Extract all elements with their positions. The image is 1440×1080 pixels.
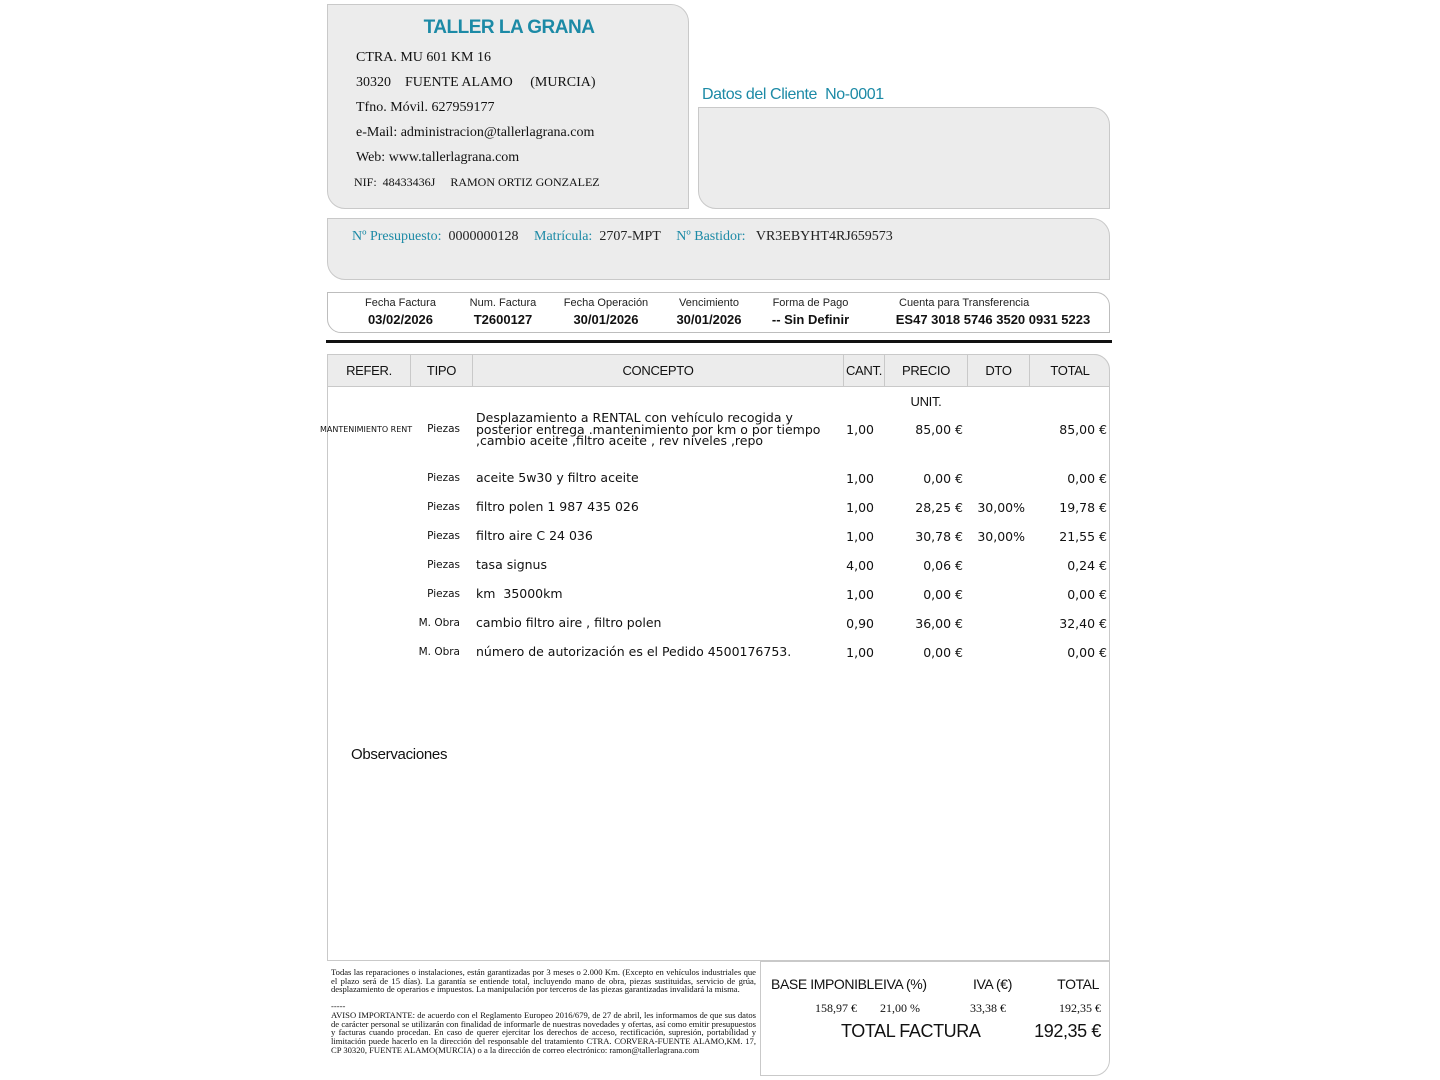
row-cant: 1,00 — [846, 587, 874, 602]
row-concepto: Desplazamiento a RENTAL con vehículo recogida y posterior entrega .mantenimiento por km o por tiempo ,cambio aceite ,filtro aceite , rev niveles ,repo — [476, 410, 821, 448]
company-email: e-Mail: administracion@tallerlagrana.com — [356, 125, 595, 140]
num-factura-value: T2600127 — [473, 312, 533, 327]
row-cant: 1,00 — [846, 471, 874, 486]
row-cant: 0,90 — [846, 616, 874, 631]
row-tipo: Piezas — [427, 559, 460, 571]
company-city-line — [356, 75, 596, 91]
header-precio: PRECIO UNIT. — [885, 355, 968, 386]
matricula-value: 2707-MPT — [599, 229, 661, 244]
nif-label: NIF: — [354, 175, 377, 189]
row-concepto: cambio filtro aire , filtro polen — [476, 615, 662, 630]
row-concepto: número de autorización es el Pedido 4500176753. — [476, 644, 792, 659]
row-concepto: filtro polen 1 987 435 026 — [476, 499, 639, 514]
row-precio: 0,06 € — [923, 558, 963, 573]
forma-pago-label: Forma de Pago — [772, 297, 849, 309]
row-tipo: Piezas — [427, 472, 460, 484]
header-concepto: CONCEPTO — [473, 355, 844, 386]
vencimiento-col — [664, 297, 754, 327]
company-nif-line — [354, 175, 600, 190]
iva-eur-value: 33,38 € — [970, 1001, 1006, 1015]
row-total: 19,78 € — [1059, 500, 1107, 515]
total-value: 192,35 € — [1059, 1001, 1101, 1015]
totals-box — [760, 961, 1110, 1076]
nif-value: 48433436J — [382, 175, 436, 189]
row-precio: 85,00 € — [915, 422, 963, 437]
company-postal-code: 30320 — [356, 75, 391, 90]
row-concepto: km 35000km — [476, 586, 563, 601]
row-tipo: M. Obra — [418, 646, 460, 658]
fecha-factura-label: Fecha Factura — [365, 297, 436, 309]
vencimiento-value: 30/01/2026 — [676, 312, 742, 327]
row-cant: 4,00 — [846, 558, 874, 573]
row-tipo: Piezas — [427, 588, 460, 600]
row-concepto: tasa signus — [476, 557, 547, 572]
vencimiento-label: Vencimiento — [679, 297, 739, 309]
fecha-operacion-col — [556, 297, 656, 327]
row-ref: MANTENIMIENTO RENT — [320, 425, 413, 434]
row-tipo: Piezas — [427, 530, 460, 542]
matricula-label: Matrícula: — [534, 229, 593, 244]
header-total: TOTAL — [1050, 363, 1090, 378]
row-tipo: Piezas — [427, 423, 460, 435]
iva-pct-label: IVA (%) — [883, 976, 927, 992]
company-info-box — [327, 4, 689, 209]
divider — [326, 340, 1112, 343]
base-imponible-value: 158,97 € — [815, 1001, 857, 1015]
cuenta-label: Cuenta para Transferencia — [899, 297, 1030, 309]
client-title-label: Datos del Cliente — [702, 86, 818, 103]
forma-pago-value: -- Sin Definir — [771, 312, 850, 327]
header-tipo: TIPO — [411, 355, 473, 386]
row-precio: 30,78 € — [915, 529, 963, 544]
observaciones-heading: Observaciones — [351, 746, 448, 763]
row-cant: 1,00 — [846, 529, 874, 544]
company-province: (MURCIA) — [530, 75, 596, 90]
company-city: FUENTE ALAMO — [405, 75, 513, 90]
row-tipo: Piezas — [427, 501, 460, 513]
fecha-factura-value: 03/02/2026 — [367, 312, 434, 327]
header-refer: REFER. — [328, 355, 411, 386]
row-precio: 36,00 € — [915, 616, 963, 631]
vehicle-info-box — [327, 218, 1110, 280]
client-title — [702, 86, 884, 104]
row-concepto: filtro aire C 24 036 — [476, 528, 593, 543]
row-dto: 30,00% — [977, 500, 1025, 515]
row-cant: 1,00 — [846, 645, 874, 660]
forma-pago-col — [763, 297, 858, 327]
iva-pct-value: 21,00 % — [880, 1001, 920, 1015]
iva-eur-label: IVA (€) — [973, 976, 1012, 992]
company-phone: Tfno. Móvil. 627959177 — [356, 100, 495, 115]
privacy-notice: AVISO IMPORTANTE: de acuerdo con el Reglamento Europeo 2016/679, de 27 de abril, les informamos de que sus datos de carácter personal se utilizarán con finalidad de informarle de nuestras novedades y ofertas, así como emitir presupuestos y facturas cuando procedan. En caso de querer ejercitar los derechos de acceso, rectificación, supresión, portabilidad y limitación puede hacerlo en la dirección del responsable del tratamiento CTRA. CORVERA-FUENTE ALAMO,KM. 17, CP 30320, FUENTE ALAMO(MURCIA) o a la dirección de correo electrónico: ramon@tallerlagrana.com — [331, 1010, 756, 1055]
presupuesto-value: 0000000128 — [448, 229, 519, 244]
presupuesto-label: Nº Presupuesto: — [352, 229, 442, 244]
row-cant: 1,00 — [846, 500, 874, 515]
fecha-operacion-value: 30/01/2026 — [573, 312, 639, 327]
base-imponible-label: BASE IMPONIBLE — [771, 976, 883, 992]
row-cant: 1,00 — [846, 422, 874, 437]
company-web: Web: www.tallerlagrana.com — [356, 150, 520, 165]
row-total: 0,00 € — [1067, 471, 1107, 486]
row-precio: 0,00 € — [923, 645, 963, 660]
cuenta-col — [883, 297, 1103, 327]
warranty-text: Todas las reparaciones o instalaciones, están garantizadas por 3 meses o 2.000 Km. (Excepto en vehículos industriales que el plazo será de 15 días). La garantía se entiende total, incluyendo mano de obra, piezas sustituidas, servicio de grúa, desplazamiento de operarios e impuestos. La manipulación por terceros de las piezas garantizadas invalidará la misma. — [331, 967, 756, 995]
row-total: 0,00 € — [1067, 587, 1107, 602]
company-address: CTRA. MU 601 KM 16 — [356, 50, 491, 65]
client-number: No-0001 — [825, 86, 884, 103]
table-header — [327, 354, 1110, 409]
company-name: TALLER LA GRANA — [423, 17, 595, 38]
total-label: TOTAL — [1057, 976, 1099, 992]
row-concepto: aceite 5w30 y filtro aceite — [476, 470, 639, 485]
vehicle-info-line — [352, 229, 905, 245]
row-tipo: M. Obra — [418, 617, 460, 629]
company-owner: RAMON ORTIZ GONZALEZ — [450, 175, 600, 189]
legal-separator: ----- — [331, 1001, 346, 1011]
row-precio: 0,00 € — [923, 471, 963, 486]
bastidor-value: VR3EBYHT4RJ659573 — [755, 229, 893, 244]
row-total: 21,55 € — [1059, 529, 1107, 544]
row-total: 0,24 € — [1067, 558, 1107, 573]
row-total: 0,00 € — [1067, 645, 1107, 660]
total-factura-value: 192,35 € — [1034, 1021, 1101, 1041]
row-precio: 0,00 € — [923, 587, 963, 602]
row-precio: 28,25 € — [915, 500, 963, 515]
header-cant: CANT. — [844, 355, 885, 386]
row-total: 85,00 € — [1059, 422, 1107, 437]
row-dto: 30,00% — [977, 529, 1025, 544]
row-total: 32,40 € — [1059, 616, 1107, 631]
header-dto: DTO — [968, 355, 1030, 386]
client-data-box — [698, 107, 1110, 209]
total-factura-label: TOTAL FACTURA — [841, 1021, 981, 1041]
cuenta-value: ES47 3018 5746 3520 0931 5223 — [895, 312, 1091, 327]
fecha-operacion-label: Fecha Operación — [563, 297, 649, 309]
fecha-factura-col — [353, 297, 448, 327]
num-factura-label: Num. Factura — [469, 297, 537, 309]
invoice-info-box — [327, 292, 1110, 333]
bastidor-label: Nº Bastidor: — [676, 229, 746, 244]
num-factura-col — [458, 297, 548, 327]
